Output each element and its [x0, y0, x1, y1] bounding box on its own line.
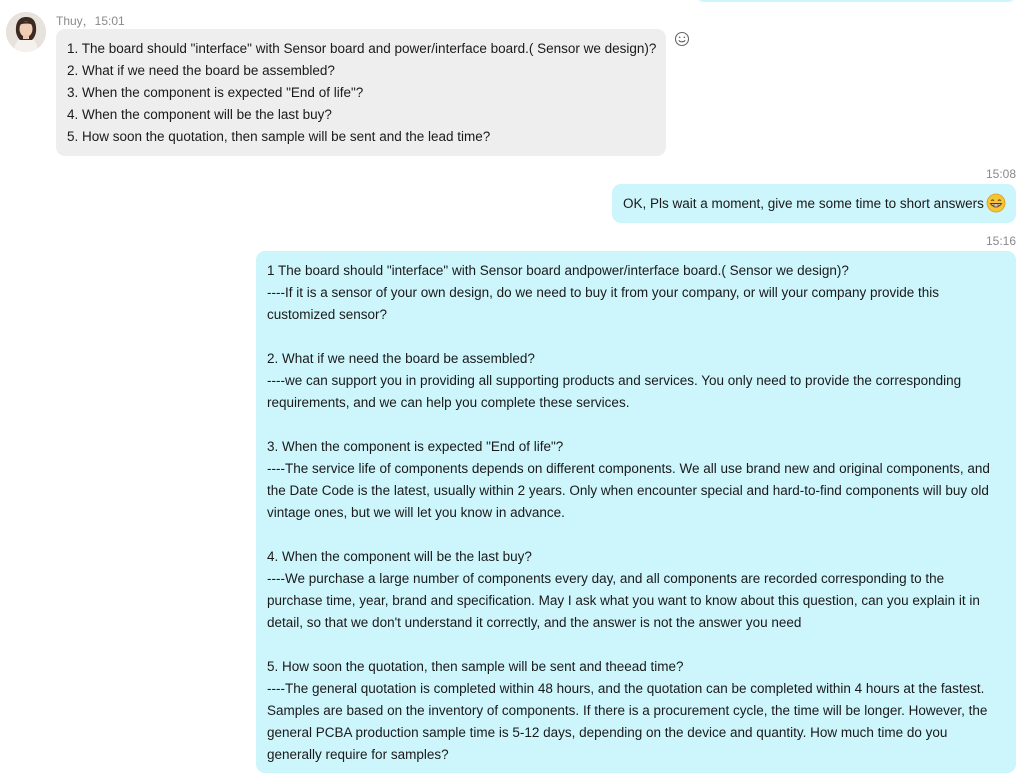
- outgoing-message-bubble[interactable]: [612, 184, 1016, 223]
- blank-line: [267, 326, 1005, 348]
- message-line: ----We purchase a large number of components every day, and all components are recorded corresponding to the: [267, 571, 945, 586]
- outgoing-long-message-bubble[interactable]: [256, 251, 1016, 773]
- message-line: 5. How soon the quotation, then sample will be sent and theead time?: [267, 659, 684, 674]
- message-line: Samples are based on the inventory of components. If there is a procurement cycle, the time will be longer. However, the: [267, 703, 988, 718]
- grinning-face-icon: [986, 193, 1006, 213]
- message-line: ----The general quotation is completed within 48 hours, and the quotation can be completed within 4 hours at the fastest.: [267, 681, 985, 696]
- message-line: ----If it is a sensor of your own design, do we need to buy it from your company, or will your company provide this: [267, 285, 940, 300]
- message-line: 2. What if we need the board be assembled?: [67, 63, 335, 78]
- message-line: the Date Code is the latest, usually within 2 years. Only when encounter special and hard-to-find components will buy old: [267, 483, 989, 498]
- message-text: OK, Pls wait a moment, give me some time to short answers: [623, 196, 984, 211]
- avatar[interactable]: [6, 12, 46, 52]
- message-timestamp: 15:08: [985, 167, 1016, 181]
- message-line: 4. When the component will be the last buy?: [67, 107, 332, 122]
- message-timestamp: 15:16: [985, 234, 1016, 248]
- incoming-message-bubble[interactable]: [56, 29, 666, 156]
- blank-line: [267, 414, 1005, 436]
- message-line: customized sensor?: [267, 307, 388, 322]
- message-line: purchase time, year, brand and specification. May I ask what you want to know about this question, can you explain it in: [267, 593, 980, 608]
- message-line: 1 The board should "interface" with Sensor board andpower/interface board.( Sensor we design)?: [267, 263, 849, 278]
- message-line: 4. When the component will be the last buy?: [267, 549, 532, 564]
- smiley-reaction-icon[interactable]: [674, 31, 690, 47]
- previous-message-bubble-edge: [696, 0, 1016, 2]
- message-line: vintage ones, but we will let you know in advance.: [267, 505, 565, 520]
- message-line: ----The service life of components depends on different components. We all use brand new and original components, and: [267, 461, 990, 476]
- message-line: 3. When the component is expected "End of life"?: [267, 439, 564, 454]
- blank-line: [267, 524, 1005, 546]
- message-line: 3. When the component is expected "End of life"?: [67, 85, 364, 100]
- message-line: 2. What if we need the board be assembled?: [267, 351, 535, 366]
- message-line: generally require for samples?: [267, 747, 449, 762]
- blank-line: [267, 634, 1005, 656]
- message-line: ----we can support you in providing all supporting products and services. You only need to provide the corresponding: [267, 373, 962, 388]
- message-line: requirements, and we can help you complete these services.: [267, 395, 630, 410]
- message-line: 1. The board should "interface" with Sensor board and power/interface board.( Sensor we design)?: [67, 41, 657, 56]
- message-line: 5. How soon the quotation, then sample will be sent and the lead time?: [67, 129, 491, 144]
- incoming-message-meta: Thuy，15:01: [56, 14, 125, 28]
- message-line: detail, so that we don't understand it correctly, and the answer is not the answer you need: [267, 615, 802, 630]
- message-line: general PCBA production sample time is 5-12 days, depending on the device and quantity. How much time do you: [267, 725, 948, 740]
